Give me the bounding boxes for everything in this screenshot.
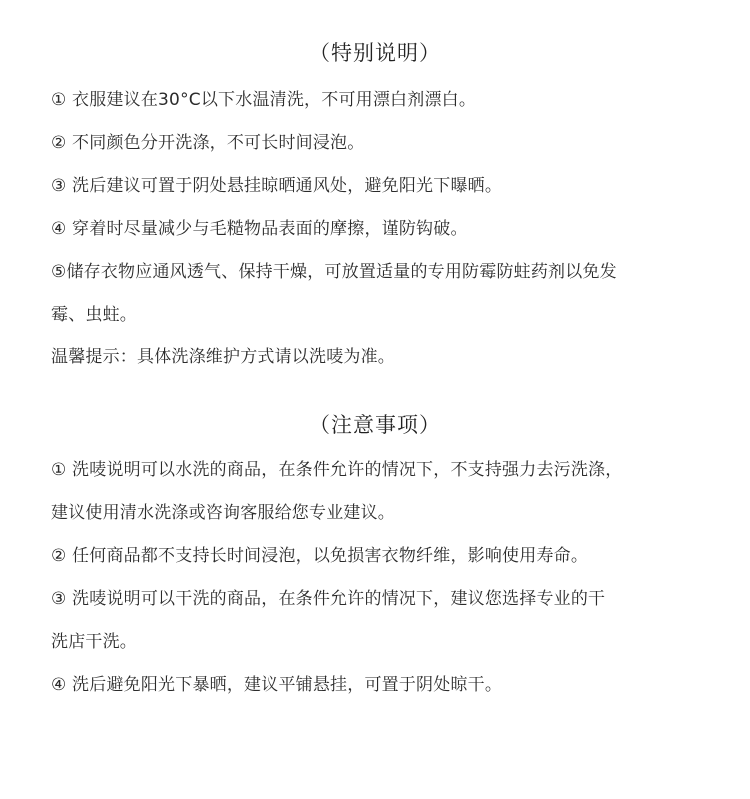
precaution-line-1-continued: 建议使用清水洗涤或咨询客服给您专业建议。 — [51, 503, 395, 523]
instruction-line-5: ⑤储存衣物应通风透气、保持干燥，可放置适量的专用防霉防蛀药剂以免发 — [51, 262, 617, 282]
precaution-line-4: ④ 洗后避免阳光下暴晒，建议平铺悬挂，可置于阴处晾干。 — [51, 675, 503, 695]
warm-tip-line: 温馨提示：具体洗涤维护方式请以洗唛为准。 — [51, 347, 395, 367]
instruction-line-4: ④ 穿着时尽量减少与毛糙物品表面的摩擦，谨防钩破。 — [51, 219, 468, 239]
instruction-line-1: ① 衣服建议在30°C以下水温清洗，不可用漂白剂漂白。 — [51, 90, 477, 110]
special-instructions-title: （特别说明） — [309, 41, 441, 65]
precautions-title: （注意事项） — [309, 413, 441, 437]
precaution-line-3-continued: 洗店干洗。 — [51, 632, 137, 652]
instruction-line-2: ② 不同颜色分开洗涤，不可长时间浸泡。 — [51, 133, 365, 153]
instruction-line-5-continued: 霉、虫蛀。 — [51, 305, 137, 325]
instruction-line-3: ③ 洗后建议可置于阴处悬挂晾晒通风处，避免阳光下曝晒。 — [51, 176, 503, 196]
precaution-line-3: ③ 洗唛说明可以干洗的商品，在条件允许的情况下，建议您选择专业的干 — [51, 589, 606, 609]
precaution-line-1: ① 洗唛说明可以水洗的商品，在条件允许的情况下，不支持强力去污洗涤， — [51, 460, 623, 480]
precaution-line-2: ② 任何商品都不支持长时间浸泡，以免损害衣物纤维，影响使用寿命。 — [51, 546, 589, 566]
